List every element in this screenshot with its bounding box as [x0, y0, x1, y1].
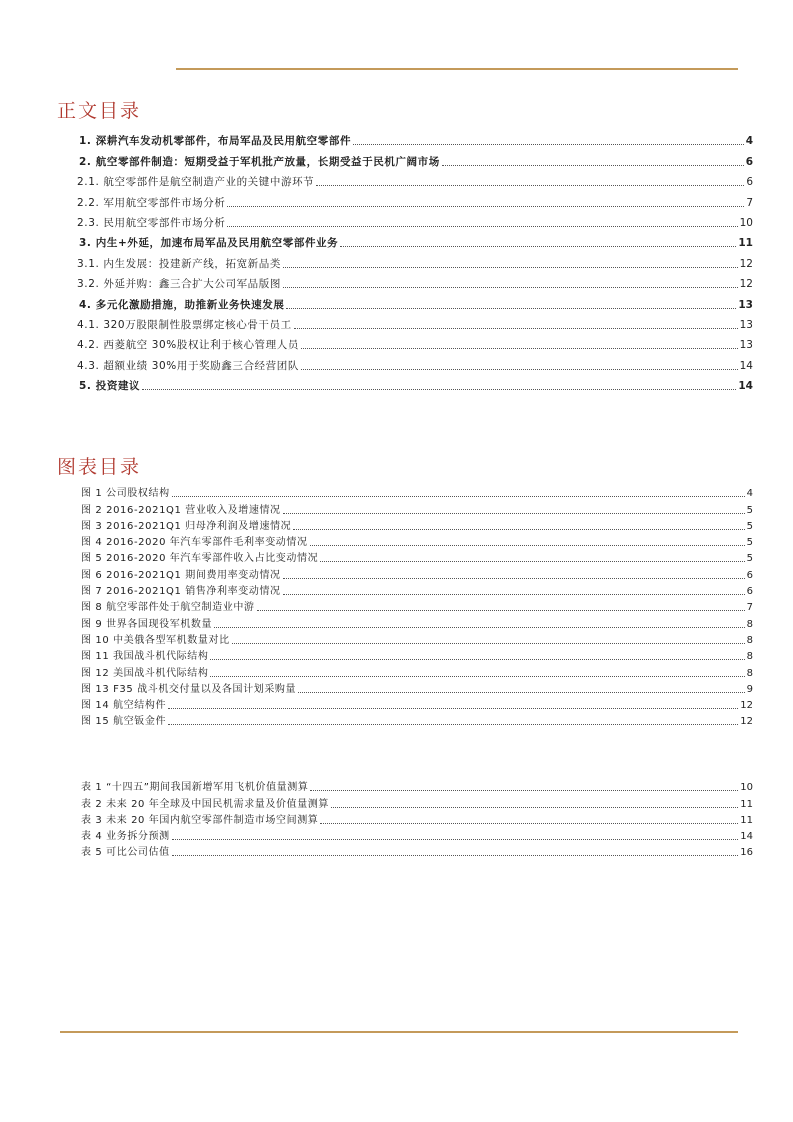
dot-leader: [257, 610, 745, 611]
toc-entry-label[interactable]: 3.2. 外延并购：鑫三合扩大公司军品版图: [77, 278, 281, 291]
dot-leader: [283, 594, 745, 595]
dot-leader: [340, 246, 736, 247]
table-entry-page[interactable]: 11: [740, 798, 753, 810]
toc-entry-page[interactable]: 13: [739, 339, 753, 352]
toc-entry[interactable]: [77, 291, 753, 311]
main-toc-title: 正文目录: [57, 100, 142, 122]
toc-entry[interactable]: [77, 352, 753, 372]
table-entry-label[interactable]: 表 3 未来 20 年国内航空零部件制造市场空间测算: [81, 814, 319, 826]
toc-entry[interactable]: [77, 230, 753, 250]
dot-leader: [331, 807, 738, 808]
main-toc: [77, 128, 753, 393]
dot-leader: [283, 513, 745, 514]
figure-entry-page[interactable]: 7: [746, 602, 753, 614]
table-entry-label[interactable]: 表 4 业务拆分预测: [81, 831, 170, 843]
figure-entry-page[interactable]: 6: [746, 586, 753, 598]
dot-leader: [168, 708, 738, 709]
figure-entry-page[interactable]: 9: [746, 683, 753, 695]
dot-leader: [283, 578, 745, 579]
table-entry-page[interactable]: 11: [740, 814, 753, 826]
toc-entry[interactable]: [77, 169, 753, 189]
header-rule: [176, 68, 738, 70]
table-entry-label[interactable]: 表 5 可比公司估值: [81, 847, 170, 859]
toc-entry-label[interactable]: 1. 深耕汽车发动机零部件，布局军品及民用航空零部件: [79, 135, 352, 148]
figure-entry-label[interactable]: 图 11 我国战斗机代际结构: [81, 651, 209, 663]
figure-entry[interactable]: [81, 680, 753, 696]
dot-leader: [172, 496, 745, 497]
figure-list: [81, 484, 753, 728]
dot-leader: [316, 185, 744, 186]
dot-leader: [310, 545, 745, 546]
dot-leader: [301, 348, 738, 349]
figure-entry[interactable]: [81, 533, 753, 549]
figure-entry-label[interactable]: 图 1 公司股权结构: [81, 488, 170, 500]
dot-leader: [298, 692, 744, 693]
toc-entry-page[interactable]: 12: [739, 278, 753, 291]
toc-entry-label[interactable]: 3. 内生+外延，加速布局军品及民用航空零部件业务: [79, 237, 339, 250]
dot-leader: [227, 226, 737, 227]
dot-leader: [214, 627, 745, 628]
table-entry-page[interactable]: 10: [740, 782, 753, 794]
toc-entry-label[interactable]: 2.2. 军用航空零部件市场分析: [77, 196, 226, 209]
toc-entry-page[interactable]: 13: [738, 298, 753, 311]
figure-entry[interactable]: [81, 500, 753, 516]
table-entry[interactable]: [81, 778, 753, 794]
figure-entry-page[interactable]: 8: [746, 667, 753, 679]
figure-entry[interactable]: [81, 712, 753, 728]
toc-entry-label[interactable]: 2. 航空零部件制造：短期受益于军机批产放量，长期受益于民机广阔市场: [79, 155, 440, 168]
toc-entry-page[interactable]: 10: [739, 216, 753, 229]
figure-entry[interactable]: [81, 614, 753, 630]
figure-entry[interactable]: [81, 663, 753, 679]
toc-entry-page[interactable]: 6: [745, 155, 753, 168]
dot-leader: [142, 389, 736, 390]
figure-entry-page[interactable]: 8: [746, 651, 753, 663]
dot-leader: [232, 643, 745, 644]
figure-entry-label[interactable]: 图 14 航空结构件: [81, 700, 167, 712]
figure-entry-page[interactable]: 5: [746, 553, 753, 565]
toc-entry[interactable]: [77, 332, 753, 352]
figure-entry-label[interactable]: 图 4 2016-2020 年汽车零部件毛利率变动情况: [81, 537, 308, 549]
figure-entry-label[interactable]: 图 15 航空钣金件: [81, 716, 167, 728]
figure-entry-label[interactable]: 图 9 世界各国现役军机数量: [81, 618, 213, 630]
dot-leader: [168, 724, 738, 725]
figure-entry[interactable]: [81, 647, 753, 663]
figure-entry[interactable]: [81, 582, 753, 598]
toc-entry[interactable]: [77, 148, 753, 168]
dot-leader: [210, 676, 744, 677]
figure-entry-label[interactable]: 图 6 2016-2021Q1 期间费用率变动情况: [81, 569, 281, 581]
toc-entry-page[interactable]: 6: [746, 176, 753, 189]
figure-entry-label[interactable]: 图 2 2016-2021Q1 营业收入及增速情况: [81, 504, 281, 516]
dot-leader: [301, 369, 738, 370]
dot-leader: [320, 823, 738, 824]
toc-entry[interactable]: [77, 312, 753, 332]
dot-leader: [286, 308, 736, 309]
toc-entry[interactable]: [77, 128, 753, 148]
toc-entry-page[interactable]: 14: [738, 380, 753, 393]
toc-entry[interactable]: [77, 250, 753, 270]
figure-entry-label[interactable]: 图 8 航空零部件处于航空制造业中游: [81, 602, 255, 614]
toc-entry-page[interactable]: 11: [738, 237, 753, 250]
toc-entry-page[interactable]: 7: [746, 196, 753, 209]
figure-entry[interactable]: [81, 517, 753, 533]
dot-leader: [283, 267, 738, 268]
figure-entry-label[interactable]: 图 3 2016-2021Q1 归母净利润及增速情况: [81, 520, 292, 532]
table-entry[interactable]: [81, 811, 753, 827]
dot-leader: [172, 839, 739, 840]
figure-entry-page[interactable]: 12: [740, 700, 753, 712]
figure-entry-page[interactable]: 5: [746, 520, 753, 532]
dot-leader: [294, 328, 738, 329]
table-entry-label[interactable]: 表 2 未来 20 年全球及中国民机需求量及价值量测算: [81, 798, 330, 810]
toc-entry-label[interactable]: 2.1. 航空零部件是航空制造产业的关键中游环节: [77, 176, 315, 189]
toc-entry-label[interactable]: 4.2. 西菱航空 30%股权让利于核心管理人员: [77, 339, 299, 352]
figure-toc-title: 图表目录: [57, 456, 142, 478]
table-entry-label[interactable]: 表 1 “十四五”期间我国新增军用飞机价值量测算: [81, 782, 309, 794]
toc-entry-page[interactable]: 4: [745, 135, 753, 148]
figure-entry-label[interactable]: 图 5 2016-2020 年汽车零部件收入占比变动情况: [81, 553, 319, 565]
toc-entry-label[interactable]: 3.1. 内生发展：投建新产线，拓宽新品类: [77, 257, 281, 270]
toc-entry-label[interactable]: 4. 多元化激励措施，助推新业务快速发展: [79, 298, 285, 311]
dot-leader: [320, 561, 744, 562]
toc-entry-page[interactable]: 12: [739, 257, 753, 270]
figure-entry[interactable]: [81, 631, 753, 647]
figure-entry[interactable]: [81, 565, 753, 581]
figure-entry-label[interactable]: 图 10 中美俄各型军机数量对比: [81, 634, 230, 646]
table-entry-page[interactable]: 14: [740, 831, 753, 843]
table-entry[interactable]: [81, 827, 753, 843]
dot-leader: [293, 529, 744, 530]
toc-entry-label[interactable]: 2.3. 民用航空零部件市场分析: [77, 216, 226, 229]
figure-entry-page[interactable]: 4: [746, 488, 753, 500]
figure-entry-label[interactable]: 图 7 2016-2021Q1 销售净利率变动情况: [81, 586, 281, 598]
table-list: [81, 778, 753, 859]
toc-entry[interactable]: [77, 373, 753, 393]
table-entry-page[interactable]: 16: [740, 847, 753, 859]
figure-entry[interactable]: [81, 484, 753, 500]
figure-entry-page[interactable]: 12: [740, 716, 753, 728]
table-entry[interactable]: [81, 843, 753, 859]
dot-leader: [310, 790, 738, 791]
toc-entry-label[interactable]: 5. 投资建议: [79, 380, 141, 393]
dot-leader: [172, 855, 739, 856]
figure-entry-page[interactable]: 5: [746, 504, 753, 516]
toc-entry[interactable]: [77, 189, 753, 209]
figure-entry[interactable]: [81, 598, 753, 614]
figure-entry-page[interactable]: 6: [746, 569, 753, 581]
dot-leader: [227, 206, 744, 207]
toc-entry[interactable]: [77, 210, 753, 230]
toc-entry-label[interactable]: 4.3. 超额业绩 30%用于奖励鑫三合经营团队: [77, 359, 299, 372]
figure-entry[interactable]: [81, 549, 753, 565]
figure-entry-page[interactable]: 5: [746, 537, 753, 549]
toc-entry-label[interactable]: 4.1. 320万股限制性股票绑定核心骨干员工: [77, 318, 292, 331]
figure-entry-page[interactable]: 8: [746, 618, 753, 630]
footer-rule: [60, 1031, 738, 1033]
dot-leader: [283, 287, 738, 288]
toc-entry[interactable]: [77, 271, 753, 291]
dot-leader: [442, 165, 744, 166]
figure-entry-page[interactable]: 8: [746, 634, 753, 646]
toc-entry-page[interactable]: 14: [739, 359, 753, 372]
dot-leader: [210, 659, 744, 660]
dot-leader: [353, 144, 744, 145]
figure-entry-label[interactable]: 图 13 F35 战斗机交付量以及各国计划采购量: [81, 683, 297, 695]
figure-entry[interactable]: [81, 696, 753, 712]
table-entry[interactable]: [81, 794, 753, 810]
toc-entry-page[interactable]: 13: [739, 318, 753, 331]
figure-entry-label[interactable]: 图 12 美国战斗机代际结构: [81, 667, 209, 679]
